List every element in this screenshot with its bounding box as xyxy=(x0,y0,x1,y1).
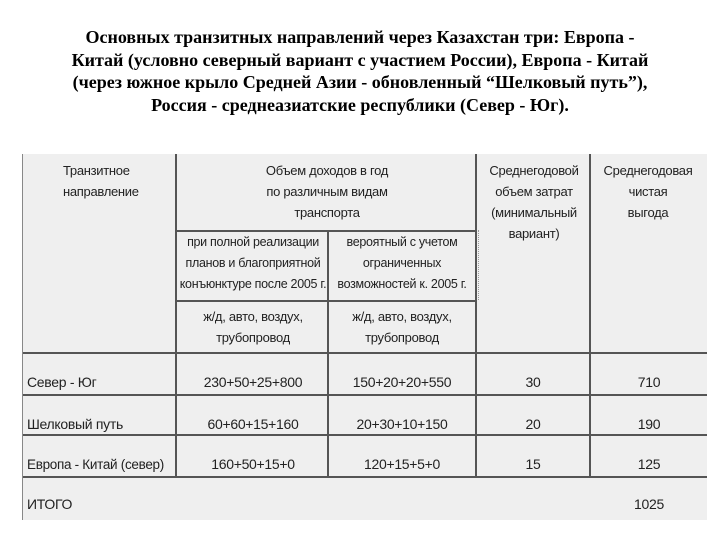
row-probable: 120+15+5+0 xyxy=(363,456,441,472)
header-costs: Среднегодовой объем затрат (минимальный вариант) xyxy=(489,163,579,241)
grid-line xyxy=(23,352,707,354)
total-label: ИТОГО xyxy=(27,496,73,512)
row-direction: Шелковый путь xyxy=(27,416,123,432)
grid-line xyxy=(23,394,707,396)
grid-line xyxy=(589,154,591,476)
row-full: 160+50+15+0 xyxy=(211,456,295,472)
header-modes-probable: ж/д, авто, воздух, трубопровод xyxy=(352,309,452,345)
header-full-realization: при полной реализации планов и благоприятной конъюнктуре после 2005 г. xyxy=(179,235,327,291)
row-full: 230+50+25+800 xyxy=(203,374,303,390)
row-probable: 20+30+10+150 xyxy=(356,416,448,432)
header-modes-full: ж/д, авто, воздух, трубопровод xyxy=(203,309,303,345)
grid-line xyxy=(175,154,177,476)
grid-line xyxy=(475,154,477,476)
row-profit: 710 xyxy=(637,374,661,390)
row-costs: 15 xyxy=(525,456,541,472)
grid-dotted-line xyxy=(478,230,479,300)
total-profit: 1025 xyxy=(634,496,664,512)
row-profit: 125 xyxy=(637,456,661,472)
grid-line xyxy=(327,230,329,476)
header-direction: Транзитное направление xyxy=(63,163,139,199)
row-costs: 20 xyxy=(525,416,541,432)
row-costs: 30 xyxy=(525,374,541,390)
page-title: Основных транзитных направлений через Казахстан три: Европа - Китай (условно северный вариант с участием России), Европа - Китай (через южное крыло Средней Азии - обновленный “Шелковый путь”), Россия - среднеазиатские республики (Север - Юг). xyxy=(71,27,649,115)
row-direction: Европа - Китай (север) xyxy=(27,457,164,472)
transit-table xyxy=(22,154,707,520)
row-probable: 150+20+20+550 xyxy=(352,374,452,390)
row-direction: Север - Юг xyxy=(27,374,97,390)
grid-line xyxy=(23,476,707,478)
header-income: Объем доходов в год по различным видам транспорта xyxy=(265,163,389,220)
row-full: 60+60+15+160 xyxy=(207,416,299,432)
header-profit: Среднегодовая чистая выгода xyxy=(603,163,693,220)
header-probable: вероятный с учетом ограниченных возможностей к. 2005 г. xyxy=(337,235,467,291)
grid-line xyxy=(23,434,707,436)
row-profit: 190 xyxy=(637,416,661,432)
